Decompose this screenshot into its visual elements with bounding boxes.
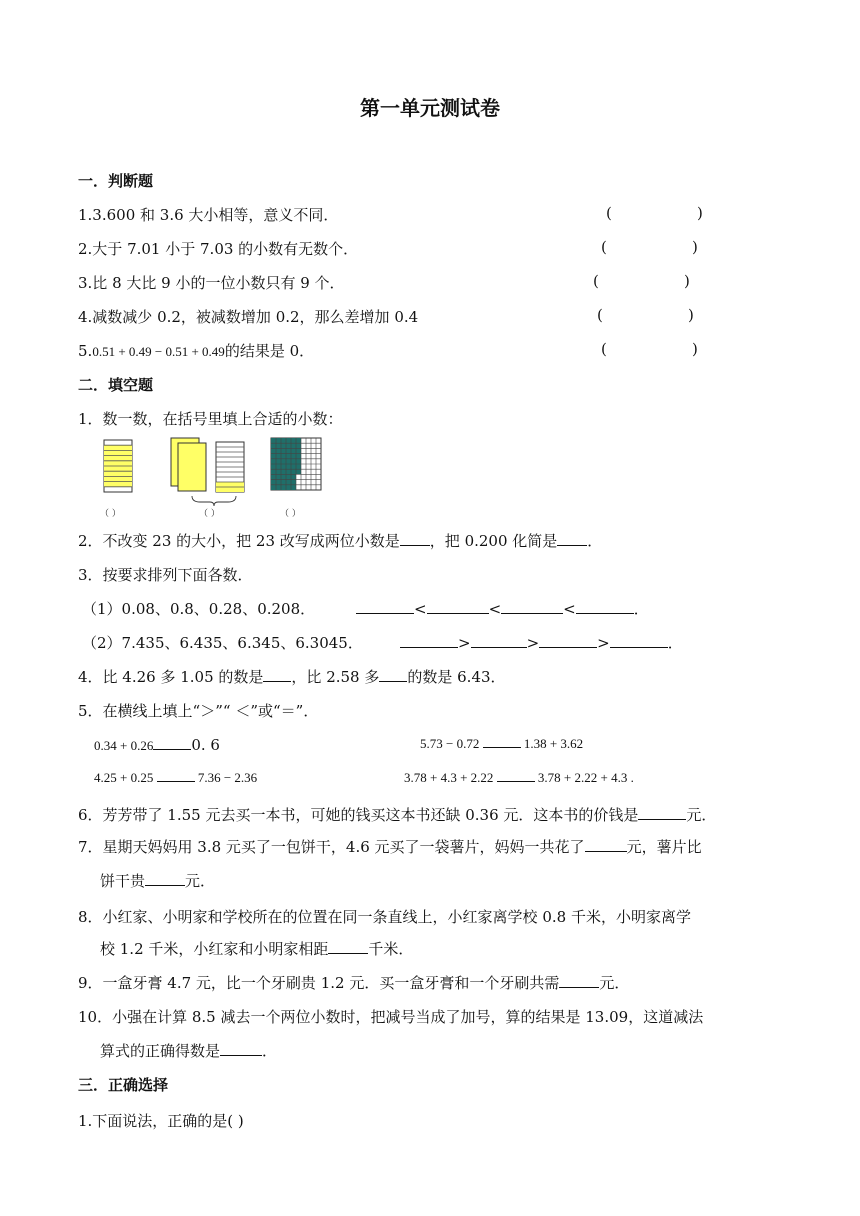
greater-than-sign: >	[597, 634, 610, 652]
fill-question-6	[78, 804, 716, 825]
q7-text-c: 饼干贵	[100, 872, 146, 890]
q2-text-a: 2．不改变 23 的大小，把 23 改写成两位小数是	[78, 532, 400, 550]
answer-blank[interactable]	[501, 599, 563, 614]
answer-blank[interactable]	[379, 667, 407, 682]
q3-part-2-label: （2）7.435、6.435、6.345、6.3045．	[82, 634, 363, 652]
fill-question-1: 1．数一数，在括号里填上合适的小数：	[78, 410, 343, 428]
answer-blank[interactable]	[400, 633, 458, 648]
compare-left: 0.34 + 0.26	[94, 738, 154, 753]
answer-paren-close: )	[692, 238, 698, 256]
answer-blank[interactable]	[471, 633, 527, 648]
tf-item-5-expression: 0.51 + 0.49 − 0.51 + 0.49	[92, 344, 225, 359]
q6-text-a: 6．芳芳带了 1.55 元去买一本书，可她的钱买这本书还缺 0.36 元．这本书的价钱是	[78, 806, 639, 824]
fill-question-10-line-2	[100, 1040, 277, 1061]
answer-blank[interactable]	[145, 871, 185, 886]
greater-than-sign: >	[526, 634, 540, 652]
answer-blank[interactable]	[539, 633, 597, 648]
less-than-sign: <	[563, 600, 576, 618]
figure-strip-a	[104, 440, 132, 492]
less-than-sign: <	[414, 600, 427, 618]
fill-question-8-line-2	[100, 938, 413, 959]
tf-item-5	[78, 340, 314, 361]
q4-text-c: 的数是 6.43．	[407, 668, 506, 686]
fill-question-7-line-2	[100, 870, 215, 891]
compare-right: 7.36 − 2.36	[197, 770, 258, 785]
answer-blank[interactable]	[483, 736, 521, 748]
compare-row-2	[420, 736, 583, 752]
compare-row-1	[94, 736, 220, 754]
compare-right: 0. 6	[191, 736, 220, 754]
q7-text-b: 元，薯片比	[626, 838, 702, 856]
answer-paren-close: )	[688, 306, 694, 324]
q4-text-b: ，比 2.58 多	[291, 668, 380, 686]
answer-paren-open: (	[593, 272, 599, 290]
answer-blank[interactable]	[576, 599, 634, 614]
q3-part-2-answer	[400, 632, 683, 653]
compare-left: 4.25 + 0.25	[94, 770, 154, 785]
fill-question-5: 5．在横线上填上“＞”“ ＜”或“＝”．	[78, 702, 319, 720]
answer-blank[interactable]	[610, 633, 668, 648]
period: ．	[633, 600, 649, 618]
answer-blank[interactable]	[153, 738, 191, 750]
q9-text-b: 元．	[599, 974, 630, 992]
compare-right: 3.78 + 2.22 + 4.3 .	[537, 770, 634, 785]
compare-row-4	[404, 770, 634, 786]
answer-paren-close: )	[684, 272, 690, 290]
q10-text-c: ．	[262, 1042, 278, 1060]
tf-item-1: 1.3.600 和 3.6 大小相等，意义不同．	[78, 206, 339, 224]
q7-text-d: 元．	[185, 872, 216, 890]
figure-c-answer-paren: （ ）	[280, 509, 301, 519]
section-heading-1: 一．判断题	[78, 172, 154, 190]
fill-question-8-line-1: 8．小红家、小明家和学校所在的位置在同一条直线上，小红家离学校 0.8 千米，小明家离学	[78, 908, 691, 926]
q2-text-c: ．	[587, 532, 603, 550]
q6-text-b: 元．	[686, 806, 717, 824]
answer-blank[interactable]	[559, 973, 599, 988]
figure-a-answer-paren: （ ）	[100, 509, 121, 519]
answer-paren-close: )	[697, 204, 703, 222]
tf-item-5-tail: 的结果是 0．	[224, 342, 315, 360]
answer-paren-open: (	[601, 238, 607, 256]
q8-text-c: 千米．	[368, 940, 414, 958]
answer-paren-close: )	[692, 340, 698, 358]
answer-blank[interactable]	[427, 599, 489, 614]
tf-item-3: 3.比 8 大比 9 小的一位小数只有 9 个．	[78, 274, 345, 292]
less-than-sign: <	[488, 600, 502, 618]
fill-question-10-line-1: 10．小强在计算 8.5 减去一个两位小数时，把减号当成了加号，算的结果是 13.09，这道减法	[78, 1008, 704, 1026]
tf-item-4: 4.减数减少 0.2，被减数增加 0.2，那么差增加 0.4	[78, 308, 419, 326]
q4-text-a: 4．比 4.26 多 1.05 的数是	[78, 668, 264, 686]
tf-item-5-number: 5.	[78, 342, 93, 360]
answer-blank[interactable]	[400, 531, 430, 546]
q2-text-b: ，把 0.200 化简是	[429, 532, 558, 550]
answer-blank[interactable]	[638, 805, 686, 820]
section-heading-2: 二．填空题	[78, 376, 154, 394]
figure-b-answer-paren: （ ）	[199, 509, 220, 519]
compare-left: 5.73 − 0.72	[420, 736, 480, 751]
tf-item-2: 2.大于 7.01 小于 7.03 的小数有无数个．	[78, 240, 359, 258]
fill-question-9	[78, 972, 629, 993]
q10-text-b: 算式的正确得数是	[100, 1042, 221, 1060]
section-heading-3: 三．正确选择	[78, 1076, 169, 1094]
figure-sheets-b	[171, 438, 244, 506]
answer-paren-open: (	[597, 306, 603, 324]
answer-blank[interactable]	[263, 667, 291, 682]
fill-question-4	[78, 666, 506, 687]
fill-question-3: 3．按要求排列下面各数．	[78, 566, 253, 584]
q3-part-1-answer	[356, 598, 649, 619]
q9-text-a: 9．一盒牙膏 4.7 元，比一个牙刷贵 1.2 元．买一盒牙膏和一个牙刷共需	[78, 974, 560, 992]
choice-question-1: 1.下面说法，正确的是( )	[78, 1112, 244, 1130]
greater-than-sign: >	[458, 634, 471, 652]
answer-blank[interactable]	[497, 770, 535, 782]
answer-blank[interactable]	[328, 939, 368, 954]
q3-part-1-label: （1）0.08、0.8、0.28、0.208．	[82, 600, 316, 618]
compare-row-3	[94, 770, 257, 786]
figure-grid-c	[271, 438, 321, 490]
period: ．	[667, 634, 683, 652]
compare-left: 3.78 + 4.3 + 2.22	[404, 770, 494, 785]
q8-text-b: 校 1.2 千米，小红家和小明家相距	[100, 940, 329, 958]
answer-blank[interactable]	[557, 531, 587, 546]
fill-question-7-line-1	[78, 836, 702, 857]
fill-question-2	[78, 530, 602, 551]
answer-blank[interactable]	[356, 599, 414, 614]
answer-blank[interactable]	[220, 1041, 262, 1056]
compare-right: 1.38 + 3.62	[523, 736, 584, 751]
answer-paren-open: (	[601, 340, 607, 358]
page-title: 第一单元测试卷	[360, 96, 500, 120]
answer-blank[interactable]	[585, 837, 627, 852]
q7-text-a: 7．星期天妈妈用 3.8 元买了一包饼干，4.6 元买了一袋薯片，妈妈一共花了	[78, 838, 585, 856]
answer-paren-open: (	[606, 204, 612, 222]
answer-blank[interactable]	[157, 770, 195, 782]
